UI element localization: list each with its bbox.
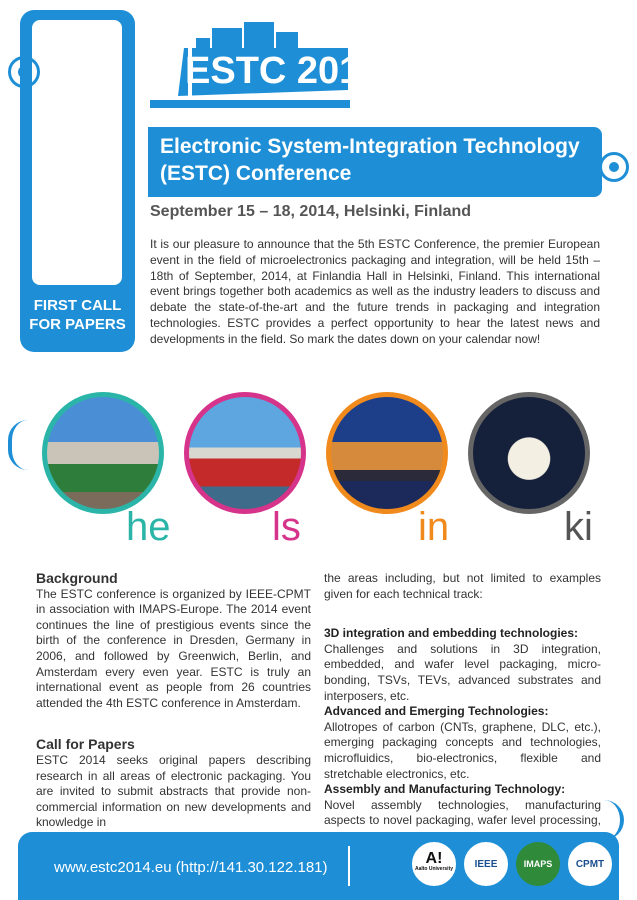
photo-cathedral (468, 392, 590, 514)
ieee-logo (462, 840, 510, 888)
sidebar-inner-panel (32, 20, 122, 285)
right-column (324, 571, 601, 845)
syllable-ki: ki (564, 505, 593, 549)
track-text: Allotropes of carbon (CNTs, graphene, DLC, etc.), emerging packaging concepts and technologies, microfluidics, bio-electronics, flexible and stretchable electronics, etc. (324, 719, 601, 781)
track-title: Assembly and Manufacturing Technology: (324, 782, 566, 797)
syllable-in: in (418, 505, 450, 549)
syllable-ls: ls (272, 505, 301, 549)
bracket-decoration (8, 420, 32, 470)
logo-text: ESTC 2014 (185, 50, 382, 92)
page-title: Electronic System-Integration Technology (ESTC) Conference (160, 135, 580, 185)
background-heading: Background (36, 570, 118, 586)
intro-paragraph: It is our pleasure to announce that the 5th ESTC Conference, the premier European event in the field of microelectronics packaging and integration, will be held 15th – 18th of September, 2014, at Finlandia Hall in Helsinki, Finland. This international event brings together both academics as well as the industry leaders to discuss and debate the state-of-the-art and the future trends in packaging and integration technologies. ESTC provides a perfect opportunity to hear the latest news and developments in the field. So mark the dates down on your calendar now! (150, 237, 600, 346)
aalto-logo-sub: Aalto University (414, 866, 454, 872)
photo-lightship (184, 392, 306, 514)
first-call-label: FIRST CALL FOR PAPERS (29, 297, 126, 333)
aalto-logo-mark: A! (425, 850, 443, 867)
syllable-he: he (126, 505, 171, 549)
imaps-logo-text: IMAPS (523, 859, 553, 869)
ring-dot (18, 66, 30, 78)
track-text: Challenges and solutions in 3D integration, embedded, and wafer level packaging, micro-bonding, TSVs, TEVs, advanced substrates and interposers, etc. (324, 641, 601, 703)
ieee-logo-text: IEEE (474, 858, 498, 870)
imaps-logo (514, 840, 562, 888)
background-text: The ESTC conference is organized by IEEE-CPMT in association with IMAPS-Europe. The 2014 event continues the line of prestigious events since the birth of the conference in Dresden, Germany in 2006, and followed by Greenwich, Berlin, and Amsterdam every even year. ESTC is truly an international event as people from 26 countries attended the 4th ESTC conference in Amsterdam. (36, 586, 311, 710)
call-for-papers-continued: the areas including, but not limited to examples given for each technical track: (324, 571, 601, 601)
call-for-papers-heading: Call for Papers (36, 736, 135, 753)
track-text: Novel assembly technologies, manufacturing aspects to novel packaging, wafer level processing, (324, 797, 601, 828)
call-for-papers-text: ESTC 2014 seeks original papers describing research in all areas of electronic packaging. You are invited to submit abstracts that provide non-commercial information on new developments and knowledge in (36, 752, 311, 830)
photo-harbour (326, 392, 448, 514)
track-title: 3D integration and embedding technologies: (324, 626, 579, 641)
left-column (36, 571, 311, 831)
track-title: Advanced and Emerging Technologies: (324, 704, 549, 719)
cpmt-logo-text: CPMT (575, 858, 605, 870)
website-link[interactable]: www.estc2014.eu (http://141.30.122.181) (54, 859, 328, 876)
photo-tram (42, 392, 164, 514)
footer-divider (348, 846, 350, 886)
cpmt-logo (566, 840, 614, 888)
ring-dot (609, 162, 619, 172)
aalto-logo (410, 840, 458, 888)
date-location: September 15 – 18, 2014, Helsinki, Finland (150, 203, 472, 220)
